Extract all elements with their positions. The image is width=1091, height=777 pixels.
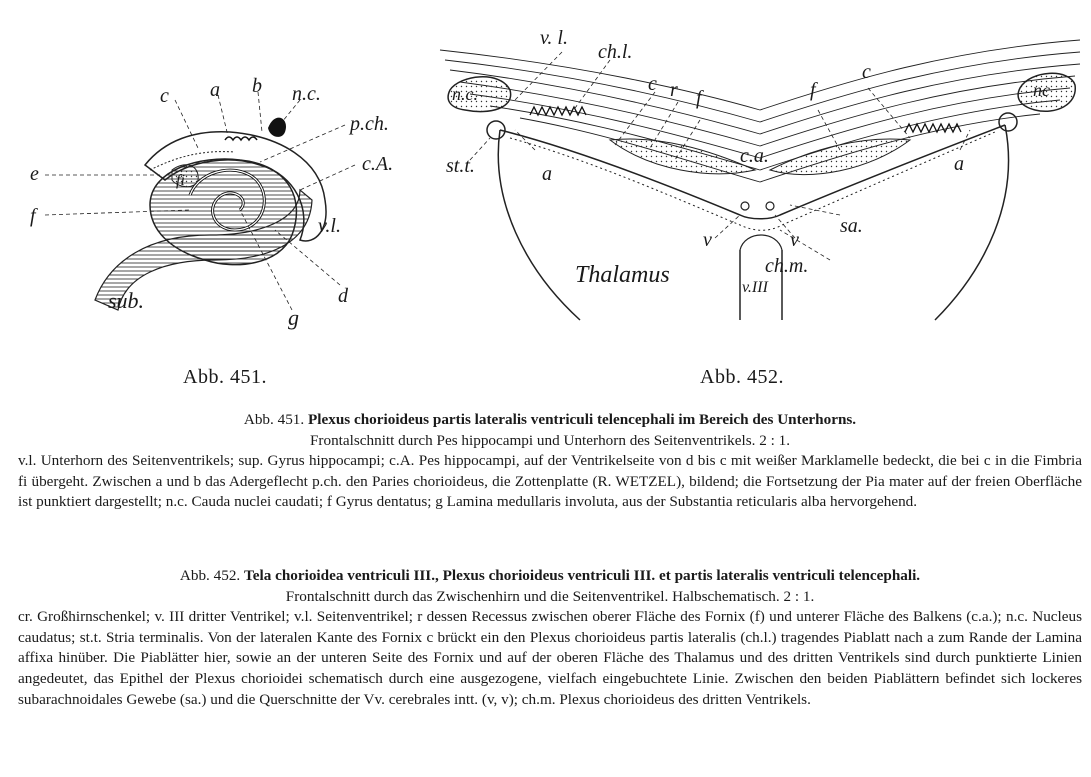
figure-452-drawing [430, 20, 1085, 365]
fig451-label-g: g [288, 305, 299, 330]
fig452-label-a-left: a [542, 163, 552, 185]
fig451-label-d: d [338, 285, 348, 307]
fig452-label-chl: ch.l. [598, 41, 633, 63]
fig452-label-f-left: f [696, 87, 702, 109]
fig452-label-r: r [670, 79, 678, 101]
caption-451-subtitle: Frontalschnitt durch Pes hippocampi und Unterhorn des Seitenventrikels. 2 : 1. [309, 431, 790, 449]
fig451-label-b: b [252, 75, 262, 97]
fig451-label-c: c [160, 85, 169, 107]
caption-451-title: Plexus chorioideus partis lateralis ventriculi telencephali im Bereich des Unterhorns. [308, 411, 857, 428]
fig452-label-v3: v.III [742, 279, 768, 296]
caption-452-number: Abb. 452. [179, 567, 241, 584]
caption-451-number: Abb. 451. [243, 411, 305, 428]
fig451-label-sub: sub. [108, 288, 145, 313]
fig452-label-sa: sa. [840, 215, 863, 237]
caption-451-heading [18, 410, 1082, 431]
fig452-label-f-right: f [810, 79, 816, 101]
fig451-label-nc: n.c. [292, 83, 321, 105]
fig451-label-f: f [30, 205, 36, 227]
fig452-label-stt: st.t. [446, 155, 475, 177]
fig452-label-thalamus: Thalamus [575, 262, 670, 288]
fig452-label-vl: v. l. [540, 27, 568, 49]
fig452-label-nc-right: nc [1033, 80, 1050, 100]
fig452-label-c-left: c [648, 73, 657, 95]
fig452-label-v-left: v [703, 229, 712, 251]
fig451-label-e: e [30, 163, 39, 185]
figure-451-drawing [0, 70, 420, 360]
fig452-label-chm: ch.m. [765, 255, 809, 277]
caption-452-title: Tela chorioidea ventriculi III., Plexus chorioideus ventriculi III. et partis lateralis ventriculi telencephali. [244, 567, 921, 584]
fig451-label-pch: p.ch. [350, 113, 389, 135]
figure-452-label: Abb. 452. [700, 366, 784, 388]
caption-452-subtitle: Frontalschnitt durch das Zwischenhirn und die Seitenventrikel. Halbschematisch. 2 : 1. [285, 587, 815, 605]
fig451-label-a: a [210, 79, 220, 101]
fig452-label-nc-left: n.c. [452, 84, 478, 104]
figure-451-label: Abb. 451. [183, 366, 267, 388]
fig452-label-ca: c.a. [740, 145, 769, 167]
fig452-label-a-right: a [954, 153, 964, 175]
caption-452 [18, 566, 1082, 710]
caption-451 [18, 410, 1082, 513]
caption-452-heading [18, 566, 1082, 587]
fig451-label-fi: fi [176, 172, 185, 189]
fig452-label-c-right: c [862, 61, 871, 83]
fig452-label-v-right: v [790, 229, 799, 251]
fig451-label-cA: c.A. [362, 153, 394, 175]
caption-451-body: v.l. Unterhorn des Seitenventrikels; sup. Gyrus hippocampi; c.A. Pes hippocampi, auf der Ventrikelseite von d bis c mit weißer Marklamelle bedeckt, die bei c in die Fimbria fi übergeht. Zwischen a und b das Adergeflecht p.ch. den Paries chorioideus, die Zottenplatte (R. WETZEL), bildend; die Fortsetzung der Pia mater auf der freien Oberfläche ist punktiert dargestellt; n.c. Cauda nuclei caudati; f Gyrus dentatus; g Lamina medullaris involuta, aus der Substantia reticularis alba hervorgehend. [18, 452, 1082, 511]
caption-452-body: cr. Großhirnschenkel; v. III dritter Ventrikel; v.l. Seitenventrikel; r dessen Recessus zwischen oberer Fläche des Fornix (f) und unterer Fläche des Balkens (c.a.); n.c. Nucleus caudatus; st.t. Stria terminalis. Von der lateralen Kante des Fornix c brückt ein den Plexus chorioideus partis lateralis (ch.l.) tragendes Piablatt nach a zum Rande der Lamina affixa hinüber. Die Piablätter hier, sowie an der unteren Seite des Fornix und auf der oberen Fläche des Thalamus und des dritten Ventrikels sind durch punktierte Linien angedeutet, das Epithel der Plexus chorioidei schematisch durch eine ausgezogene, vielfach eingebuchtete Linie. Zwischen den beiden Piablättern befindet sich lockeres subarachnoidales Gewebe (sa.) und die Querschnitte der Vv. cerebrales intt. (v, v); ch.m. Plexus chorioideus des dritten Ventrikels. [18, 608, 1082, 708]
fig451-label-vl: v.l. [318, 215, 341, 237]
